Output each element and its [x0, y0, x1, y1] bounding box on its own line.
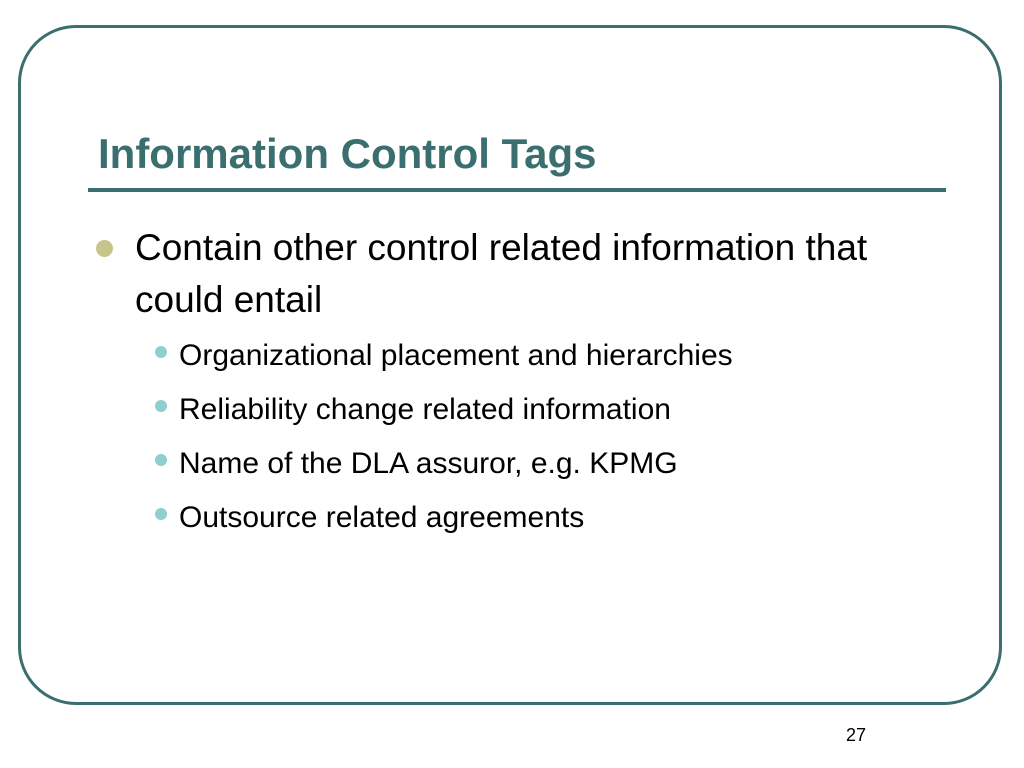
bullet-dot-icon — [96, 240, 113, 257]
sub-bullet-item — [155, 388, 915, 442]
sub-bullet-text: Name of the DLA assuror, e.g. KPMG — [179, 447, 678, 480]
title-underline — [88, 188, 946, 192]
sub-bullet-dot-icon — [155, 454, 167, 466]
sub-bullet-item — [155, 496, 915, 550]
sub-bullet-text: Outsource related agreements — [179, 501, 585, 534]
slide-title: Information Control Tags — [98, 130, 597, 177]
sub-bullet-dot-icon — [155, 400, 167, 412]
sub-bullet-dot-icon — [155, 346, 167, 358]
sub-bullet-item — [155, 334, 915, 388]
sub-bullet-dot-icon — [155, 508, 167, 520]
page-number: 27 — [845, 725, 867, 745]
main-bullet-text: Contain other control related information that could entail — [135, 227, 868, 320]
sub-bullet-list — [155, 334, 915, 550]
sub-bullet-text: Organizational placement and hierarchies — [179, 339, 733, 372]
sub-bullet-item — [155, 442, 915, 496]
sub-bullet-text: Reliability change related information — [179, 393, 671, 426]
